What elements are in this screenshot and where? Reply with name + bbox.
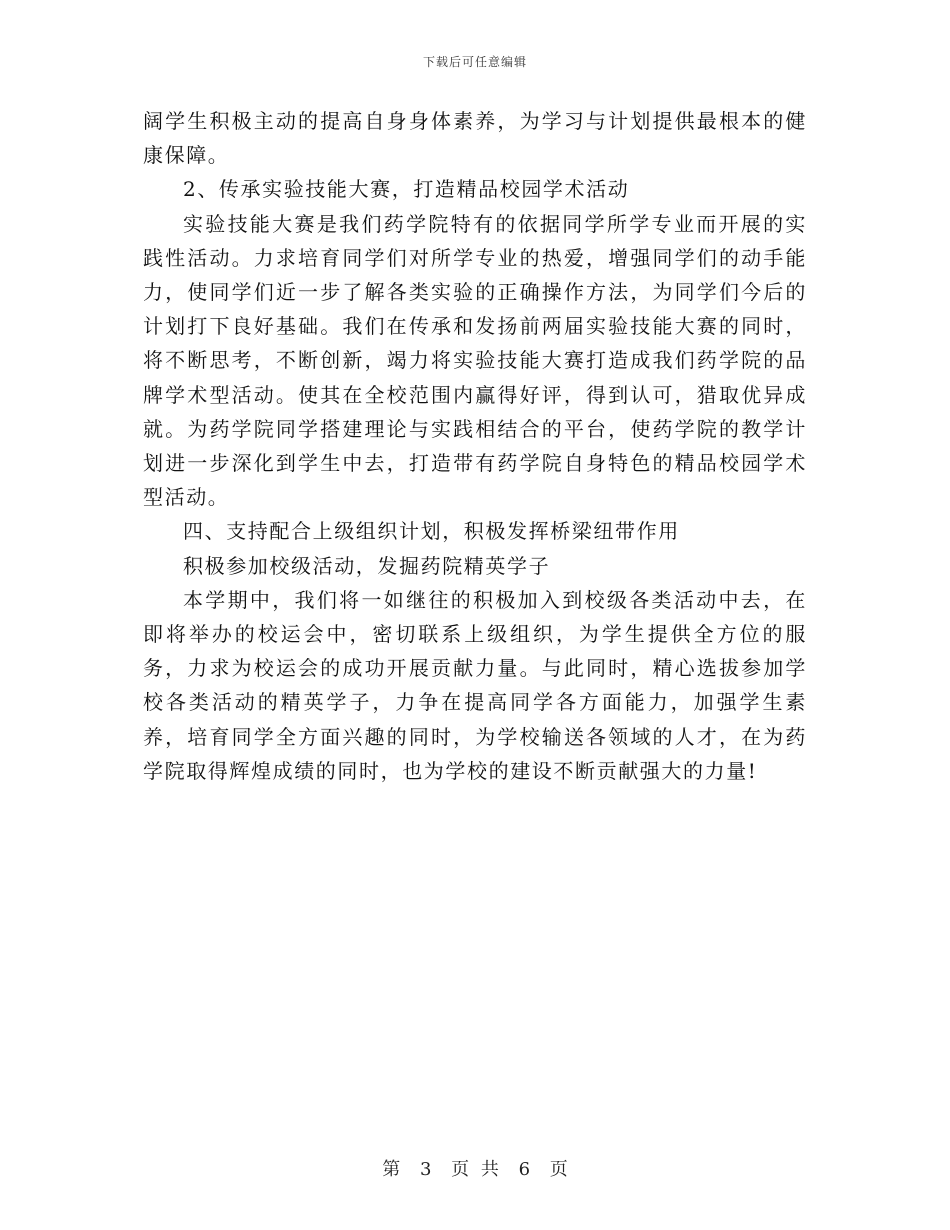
section-heading-support-plan: 四、支持配合上级组织计划，积极发挥桥梁纽带作用 bbox=[183, 519, 680, 544]
page-number-current: 3 bbox=[419, 1159, 432, 1180]
subheading-school-activities: 积极参加校级活动，发掘药院精英学子 bbox=[183, 553, 551, 578]
paragraph-skills-contest: 实验技能大赛是我们药学院特有的依据同学所学专业而开展的实践性活动。力求培育同学们对所学专业的热爱，增强同学们的动手能力，使同学们近一步了解各类实验的正确操作方法，为同学们今后的计划打下良好基础。我们在传承和发扬前两届实验技能大赛的同时，将不断思考，不断创新，竭力将实验技能大赛打造成我们药学院的品牌学术型活动。使其在全校范围内赢得好评，得到认可，猎取优异成就。为药学院同学搭建理论与实践相结合的平台，使药学院的教学计划进一步深化到学生中去，打造带有药学院自身特色的精品校园学术型活动。 bbox=[143, 211, 807, 510]
footer-middle: 页 共 bbox=[451, 1159, 499, 1180]
page-number-total: 6 bbox=[518, 1159, 531, 1180]
paragraph-school-activities: 本学期中，我们将一如继往的积极加入到校级各类活动中去，在即将举办的校运会中，密切联系上级组织，为学生提供全方位的服务，力求为校运会的成功开展贡献力量。与此同时，精心选拔参加学校各类活动的精英学子，力争在提高同学各方面能力，加强学生素养，培育同学全方面兴趣的同时，为学校输送各领域的人才，在为药学院取得辉煌成绩的同时，也为学校的建设不断贡献强大的力量! bbox=[143, 587, 807, 783]
paragraph-continuation: 阔学生积极主动的提高自身身体素养，为学习与计划提供最根本的健康保障。 bbox=[143, 109, 807, 168]
page-footer bbox=[0, 1155, 950, 1181]
document-body bbox=[143, 104, 807, 788]
page-header bbox=[0, 53, 950, 70]
section-heading-skills-contest: 2、传承实验技能大赛，打造精品校园学术活动 bbox=[183, 177, 630, 202]
footer-prefix: 第 bbox=[382, 1159, 401, 1180]
header-text: 下载后可任意编辑 bbox=[422, 55, 527, 69]
footer-suffix: 页 bbox=[549, 1159, 568, 1180]
